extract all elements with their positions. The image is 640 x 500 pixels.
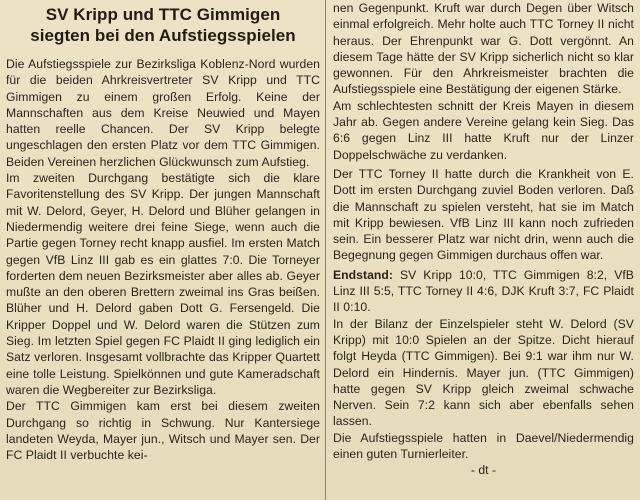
left-column [6,0,320,463]
endstand-results: SV Kripp 10:0, TTC Gimmigen 8:2, VfB Linz III 5:5, TTC Torney II 4:6, DJK Kruft 3:7, FC Plaidt II 0:10. [333,267,634,315]
paragraph-kripp: Im zweiten Durchgang bestätigte sich die klare Favoritenstellung des SV Kripp. Der jungen Mannschaft mit W. Delord, Geyer, H. Delord und Blüher gelangen in Niedermendig weitere drei feine Siege, wenn auch die Partie gegen Torney recht knapp ausfiel. Im ersten Match gegen VfB Linz III gab es ein glattes 7:0. Die Torneyer forderten dem neuen Bezirksmeister aber alles ab. Geyer mußte an den oberen Brettern zweimal ins Gras beißen. Blüher und H. Delord gaben Dott G. Fersengeld. Die Kripper Doppel und W. Delord waren die Stützen zum Sieg. Im letzten Spiel gegen FC Plaidt II ging lediglich ein Satz verloren. Insgesamt vollbrachte das Kripper Quartett eine tolle Leistung. Spielkönnen und gute Kameradschaft waren die Wegbereiter zur Bezirksliga. [6,171,320,397]
column-divider [325,0,326,500]
paragraph-turnierleiter: Die Aufstiegsspiele hatten in Daevel/Niedermendig einen guten Turnierleiter. [333,430,634,462]
paragraph-gimmigen: Der TTC Gimmigen kam erst bei diesem zweiten Durchgang so richtig in Schwung. Nur Kantersiege landeten Weyda, Mayer jun., Witsch und Mayer sen. Der FC Plaidt II verbuchte kei- [6,399,320,463]
headline [6,4,320,46]
paragraph-mayen: Am schlechtesten schnitt der Kreis Mayen in diesem Jahr ab. Gegen andere Vereine gelang kein Sieg. Das 6:6 gegen Linz III hatte Kruft nur der Linzer Doppelschwäche zu verdanken. [333,98,634,162]
author-signature: - dt - [470,463,497,478]
paragraph-endstand [333,267,634,316]
headline-line-2: siegten bei den Aufstiegsspielen [30,26,296,45]
paragraph-intro: Die Aufstiegsspiele zur Bezirksliga Koblenz-Nord wurden für die beiden Ahrkreisvertreter SV Kripp und TTC Gimmigen zu einem großen Erfolg. Keine der Mannschaften aus dem Kreise Neuwied und Mayen hatten reelle Chancen. Der SV Kripp belegte ungeschlagen den ersten Platz vor dem TTC Gimmigen. Beiden Vereinen herzlichen Glückwunsch zum Aufstieg. [6,57,320,169]
endstand-label: Endstand: [333,267,394,282]
paragraph-continued: nen Gegenpunkt. Kruft war durch Degen über Witsch einmal erfolgreich. Mehr holte auch TTC Torney II nicht heraus. Der Ehrenpunkt war G. Dott vergönnt. An diesem Tage hätte der SV Kripp sicherlich nicht so klar gewonnen. Für den Ahrkreismeister brachten die Aufstiegsspiele eine Bestätigung der eigenen Stärke. [333,1,634,97]
headline-line-1: SV Kripp und TTC Gimmigen [45,5,281,24]
paragraph-einzelspieler: In der Bilanz der Einzelspieler steht W. Delord (SV Kripp) mit 10:0 Spielen an der Spitze. Dicht hierauf folgt Heyda (TTC Gimmigen). Bei 9:1 war ihm nur W. Delord ein Hindernis. Mayer jun. (TTC Gimmigen) hatte gegen SV Kripp gleich zweimal schwache Nerven. Sein 7:2 kann sich aber ebenfalls sehen lassen. [333,316,634,429]
paragraph-torney: Der TTC Torney II hatte durch die Krankheit von E. Dott im ersten Durchgang zuviel Boden verloren. Daß die Mannschaft zu spielen versteht, hat sie im Match mit Kripp bewiesen. VfB Linz III kann noch zufrieden sein. Ein besserer Platz war nicht drin, wenn auch die Begegnung gegen Gimmigen durchaus offen war. [333,166,634,263]
right-column [333,0,634,479]
